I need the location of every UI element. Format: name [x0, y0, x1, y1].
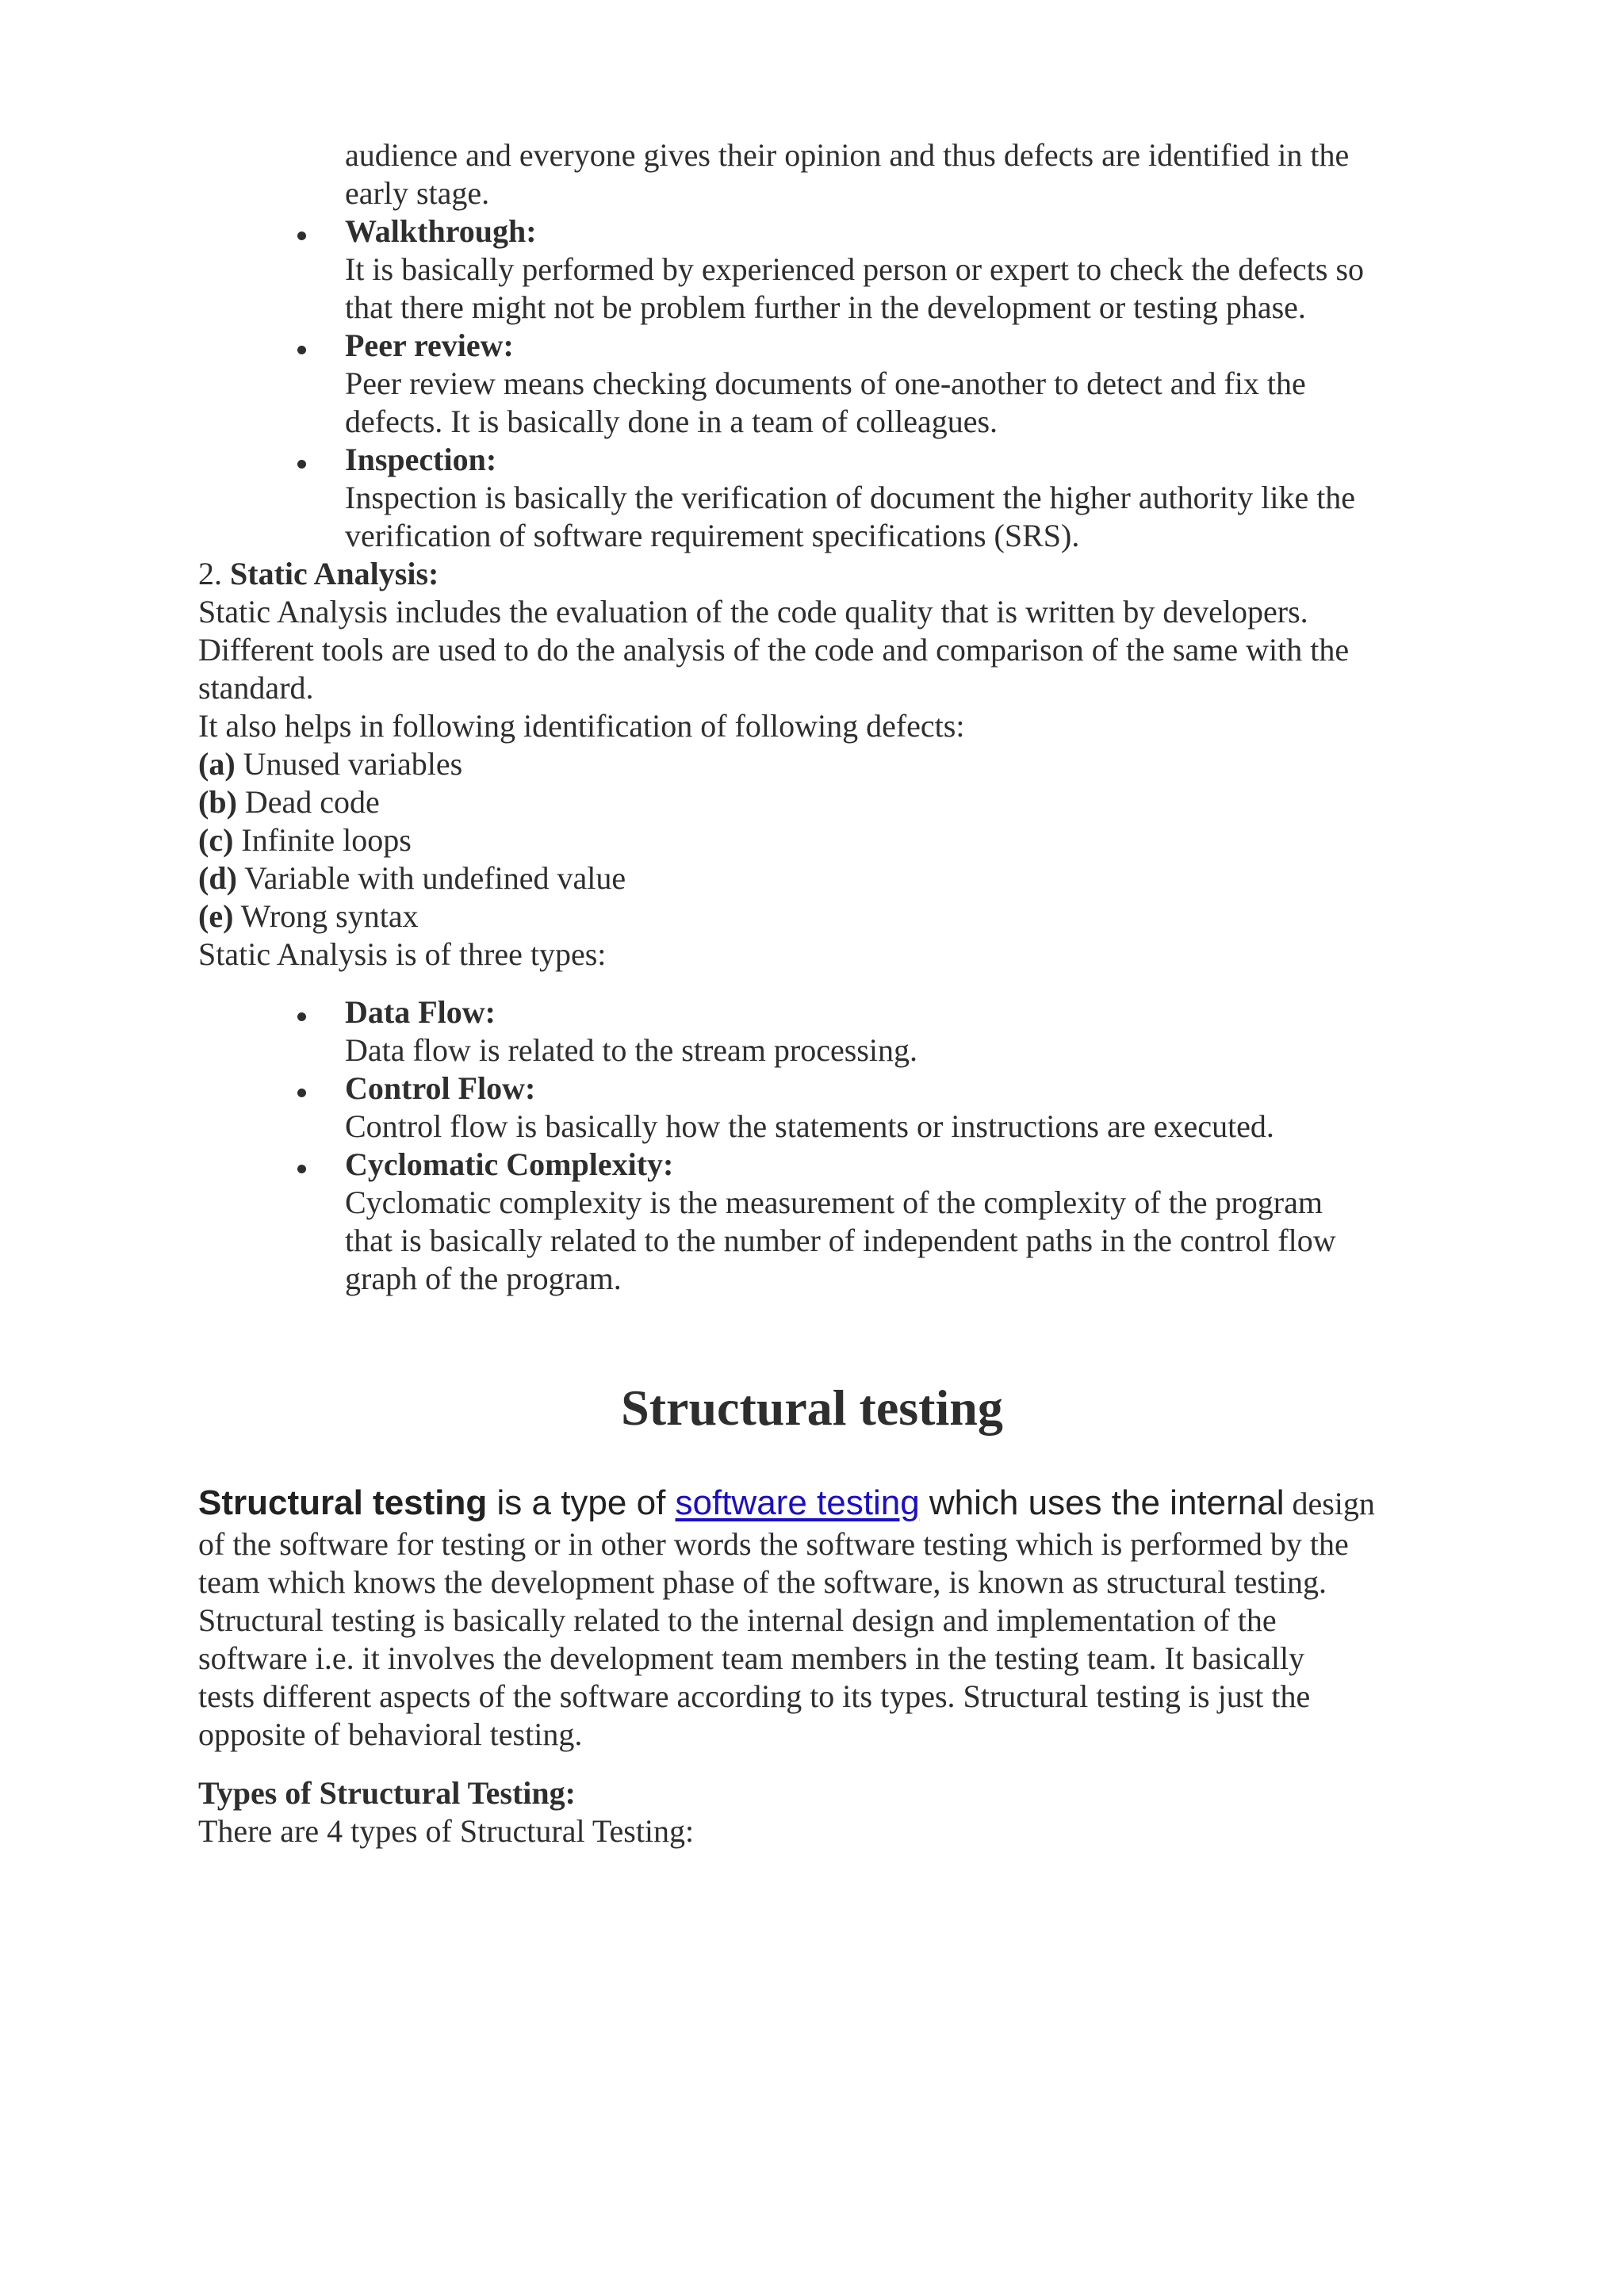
types-of-structural-testing-line: There are 4 types of Structural Testing: [198, 1813, 695, 1849]
review-item-text: It is basically performed by experienced person or expert to check the defects so [345, 251, 1365, 287]
defect-text: Dead code [236, 784, 380, 820]
structural-para-line: team which knows the development phase of the software, is known as structural testing. [198, 1564, 1327, 1600]
structural-para-line: tests different aspects of the software according to its types. Structural testing is just the [198, 1678, 1311, 1714]
review-item-text: defects. It is basically done in a team of colleagues. [345, 404, 998, 439]
defect-text: Variable with undefined value [236, 860, 626, 896]
review-item-title-inspection: Inspection: [345, 442, 497, 477]
defect-item [198, 821, 412, 859]
defect-text: Infinite loops [233, 822, 412, 858]
type-text: Data flow is related to the stream processing. [345, 1032, 917, 1068]
intro-tail-text: design [1284, 1486, 1375, 1521]
review-item-text: Inspection is basically the verification of document the higher authority like the [345, 480, 1356, 515]
review-item-title-peer-review: Peer review: [345, 327, 514, 363]
type-title-control-flow: Control Flow: [345, 1070, 536, 1106]
review-continuation-line: early stage. [345, 175, 490, 211]
intro-bold-term: Structural testing [198, 1483, 488, 1522]
defect-item [198, 859, 626, 897]
section-number: 2. [198, 556, 230, 591]
bullet-icon [297, 1012, 306, 1021]
bullet-icon [297, 1089, 306, 1097]
static-analysis-desc-line: Static Analysis includes the evaluation of the code quality that is written by developers. [198, 594, 1308, 629]
defect-text: Unused variables [235, 746, 463, 782]
type-title-data-flow: Data Flow: [345, 994, 496, 1030]
type-title-cyclomatic-complexity: Cyclomatic Complexity: [345, 1146, 674, 1182]
defect-text: Wrong syntax [233, 898, 419, 934]
review-item-text: Peer review means checking documents of one-another to detect and fix the [345, 365, 1306, 401]
defect-label: (e) [198, 898, 234, 934]
static-analysis-desc-line: standard. [198, 670, 314, 706]
defect-item [198, 783, 380, 821]
structural-para-line: software i.e. it involves the development team members in the testing team. It basically [198, 1640, 1305, 1676]
static-analysis-desc-line: Different tools are used to do the analysis of the code and comparison of the same with the [198, 632, 1350, 668]
structural-para-line: opposite of behavioral testing. [198, 1716, 583, 1752]
section-title: Static Analysis: [230, 556, 439, 591]
intro-text: which uses the internal [919, 1483, 1285, 1522]
defect-label: (b) [198, 784, 237, 820]
structural-para-line: of the software for testing or in other words the software testing which is performed by the [198, 1526, 1349, 1562]
review-item-title-walkthrough: Walkthrough: [345, 213, 537, 249]
bullet-icon [297, 460, 306, 469]
bullet-icon [297, 346, 306, 354]
page-heading-structural-testing: Structural testing [621, 1380, 1003, 1436]
type-text: Cyclomatic complexity is the measurement of the complexity of the program [345, 1184, 1323, 1220]
software-testing-link[interactable]: software testing [675, 1483, 920, 1522]
bullet-icon [297, 232, 306, 240]
review-item-text: verification of software requirement specifications (SRS). [345, 518, 1080, 553]
intro-text: is a type of [487, 1483, 676, 1522]
bullet-icon [297, 1165, 306, 1173]
defect-item [198, 745, 462, 783]
type-text: that is basically related to the number of independent paths in the control flow [345, 1223, 1336, 1258]
defect-label: (c) [198, 822, 234, 858]
type-text: Control flow is basically how the statements or instructions are executed. [345, 1108, 1274, 1144]
defect-label: (d) [198, 860, 237, 896]
types-of-structural-testing-title: Types of Structural Testing: [198, 1775, 576, 1811]
review-continuation-line: audience and everyone gives their opinion and thus defects are identified in the [345, 137, 1350, 173]
static-analysis-desc-line: It also helps in following identification of following defects: [198, 708, 965, 744]
section-heading-static-analysis [198, 555, 439, 593]
review-item-text: that there might not be problem further in the development or testing phase. [345, 289, 1306, 325]
defect-item [198, 897, 419, 936]
structural-para-line: Structural testing is basically related to the internal design and implementation of the [198, 1602, 1277, 1638]
structural-intro-line [198, 1481, 1375, 1526]
defect-label: (a) [198, 746, 236, 782]
static-analysis-types-intro: Static Analysis is of three types: [198, 936, 607, 972]
type-text: graph of the program. [345, 1261, 622, 1296]
